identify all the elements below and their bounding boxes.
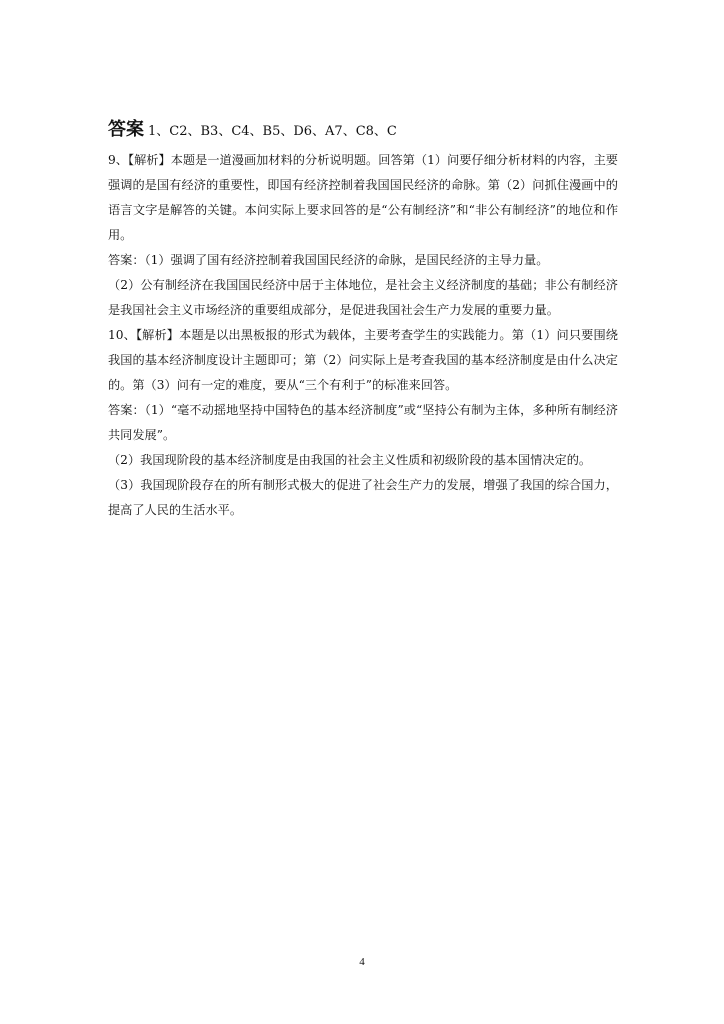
answer-heading <box>108 118 618 144</box>
q10-answer-part1: 答案：（1）“毫不动摇地坚持中国特色的基本经济制度”或“坚持公有制为主体，多种所有制经济共同发展”。 <box>108 403 618 442</box>
page-number: 4 <box>359 956 365 968</box>
q9-analysis-paragraph: 9、【解析】本题是一道漫画加材料的分析说明题。回答第（1）问要仔细分析材料的内容，主要强调的是国有经济的重要性，即国有经济控制着我国国民经济的命脉。第（2）问抓住漫画中的语言文字是解答的关键。本问实际上要求回答的是“公有制经济”和“非公有制经济”的地位和作用。 <box>108 153 618 242</box>
q10-answer-part3: （3）我国现阶段存在的所有制形式极大的促进了社会生产力的发展，增强了我国的综合国力，提高了人民的生活水平。 <box>108 478 618 517</box>
q9-answer-part2: （2）公有制经济在我国国民经济中居于主体地位，是社会主义经济制度的基础；非公有制经济是我国社会主义市场经济的重要组成部分，是促进我国社会生产力发展的重要力量。 <box>108 278 618 317</box>
q10-answer-part2: （2）我国现阶段的基本经济制度是由我国的社会主义性质和初级阶段的基本国情决定的。 <box>108 453 592 467</box>
q10-analysis-paragraph: 10、【解析】本题是以出黑板报的形式为载体，主要考查学生的实践能力。第（1）问只要围绕我国的基本经济制度设计主题即可；第（2）问实际上是考查我国的基本经济制度是由什么决定的。第（3）问有一定的难度，要从“三个有利于”的标准来回答。 <box>108 328 618 392</box>
answer-content <box>108 118 618 523</box>
answer-choices: 1、C2、B3、C4、B5、D6、A7、C8、C <box>148 124 397 139</box>
answer-label: 答案 <box>108 119 144 140</box>
q9-answer-part1: 答案：（1）强调了国有经济控制着我国国民经济的命脉，是国民经济的主导力量。 <box>108 253 549 267</box>
